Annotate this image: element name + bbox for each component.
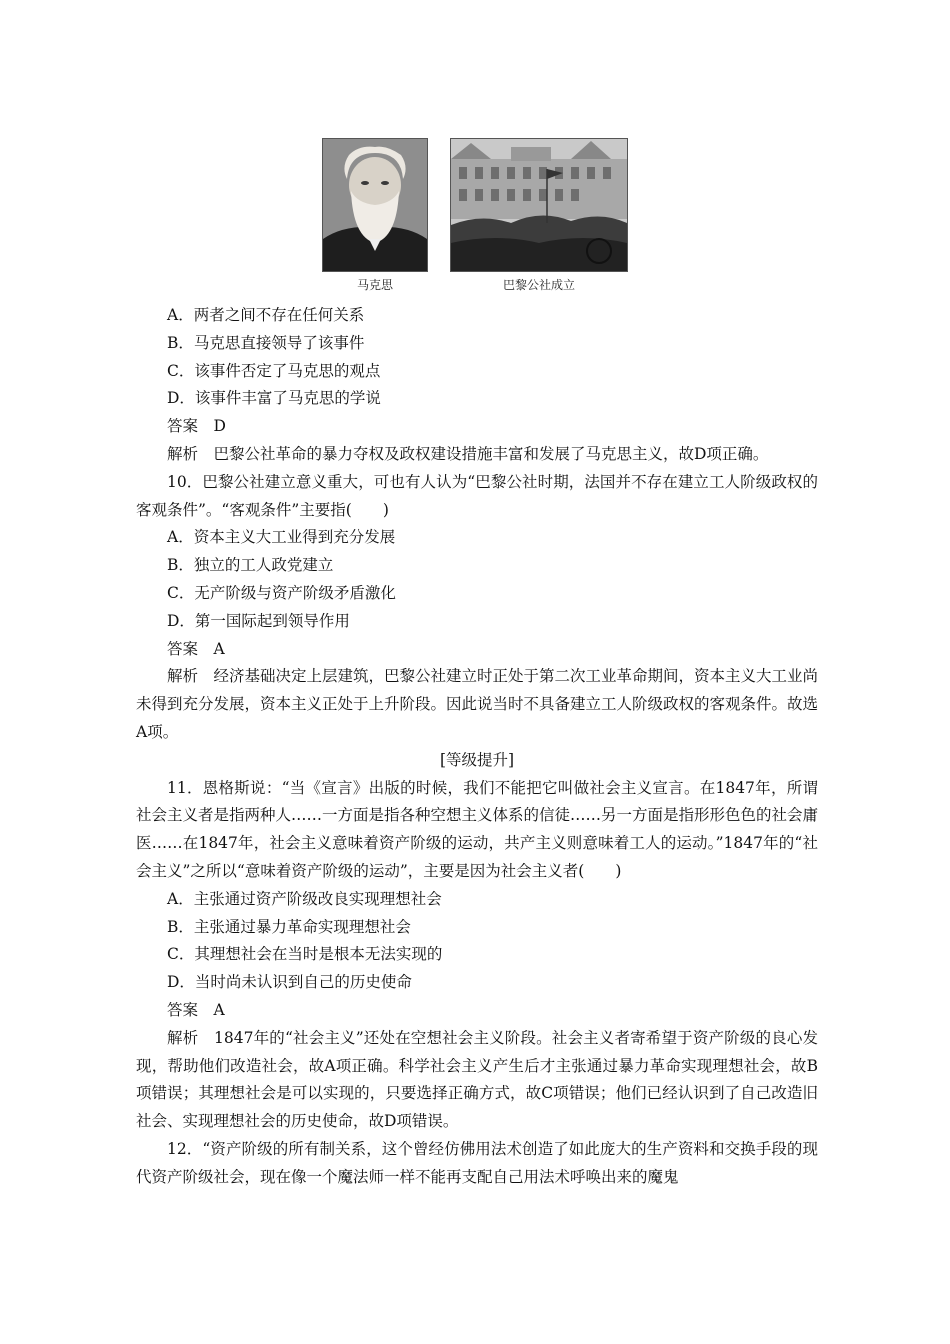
q11-option-b: B．主张通过暴力革命实现理想社会 [167, 917, 411, 936]
document-body [136, 302, 818, 1192]
q9-option-d: D．该事件丰富了马克思的学说 [167, 389, 381, 408]
figure-caption: 巴黎公社成立 [502, 278, 575, 292]
q12-stem: 12．“资产阶级的所有制关系，这个曾经仿佛用法术创造了如此庞大的生产资料和交换手段的现代资产阶级社会，现在像一个魔法师一样不能再支配自己用法术呼唤出来的魔鬼 [136, 1139, 818, 1186]
figure-caption: 马克思 [356, 278, 393, 292]
q11-option-d: D．当时尚未认识到自己的历史使命 [167, 973, 412, 992]
q11-analysis: 解析 1847年的“社会主义”还处在空想社会主义阶段。社会主义者寄希望于资产阶级的良心发现，帮助他们改造社会，故A项正确。科学社会主义产生后才主张通过暴力革命实现理想社会，故B项错误；其理想社会是可以实现的，只要选择正确方式，故C项错误；他们已经认识到了自己改造旧社会、实现理想社会的历史使命，故D项错误。 [136, 1028, 818, 1131]
marx-portrait-image [322, 138, 428, 272]
section-heading: [等级提升] [439, 750, 515, 769]
q10-option-a: A．资本主义大工业得到充分发展 [167, 528, 396, 547]
q9-option-c: C．该事件否定了马克思的观点 [167, 361, 381, 380]
q11-stem: 11．恩格斯说：“当《宣言》出版的时候，我们不能把它叫做社会主义宣言。在1847年，所谓社会主义者是指两种人……一方面是指各种空想主义体系的信徒……另一方面是指形形色色的社会庸医……在1847年，社会主义意味着资产阶级的运动，共产主义则意味着工人的运动。”1847年的“社会主义”之所以“意味着资产阶级的运动”，主要是因为社会主义者( ) [136, 778, 819, 880]
q10-answer: 答案 A [167, 639, 225, 658]
q11-option-c: C．其理想社会在当时是根本无法实现的 [167, 945, 443, 964]
q11-option-a: A．主张通过资产阶级改良实现理想社会 [167, 889, 442, 908]
q9-analysis: 解析 巴黎公社革命的暴力夺权及政权建设措施丰富和发展了马克思主义，故D项正确。 [167, 444, 769, 463]
q10-option-d: D．第一国际起到领导作用 [167, 611, 350, 630]
q11-answer: 答案 A [167, 1000, 225, 1019]
q10-option-c: C．无产阶级与资产阶级矛盾激化 [167, 583, 396, 602]
figure-paris-commune [450, 138, 628, 293]
q9-option-a: A．两者之间不存在任何关系 [167, 306, 365, 324]
figure-marx [322, 138, 428, 293]
q9-answer: 答案 D [167, 417, 226, 436]
figures-row [0, 138, 950, 293]
q10-stem: 10．巴黎公社建立意义重大，可也有人认为“巴黎公社时期，法国并不存在建立工人阶级政权的客观条件”。“客观条件”主要指( ) [136, 472, 818, 519]
paris-commune-image [450, 138, 628, 272]
q10-analysis: 解析 经济基础决定上层建筑，巴黎公社建立时正处于第二次工业革命期间，资本主义大工业尚未得到充分发展，资本主义正处于上升阶段。因此说当时不具备建立工人阶级政权的客观条件。故选A项。 [136, 667, 819, 741]
q9-option-b: B．马克思直接领导了该事件 [167, 333, 365, 352]
q10-option-b: B．独立的工人政党建立 [167, 556, 334, 575]
